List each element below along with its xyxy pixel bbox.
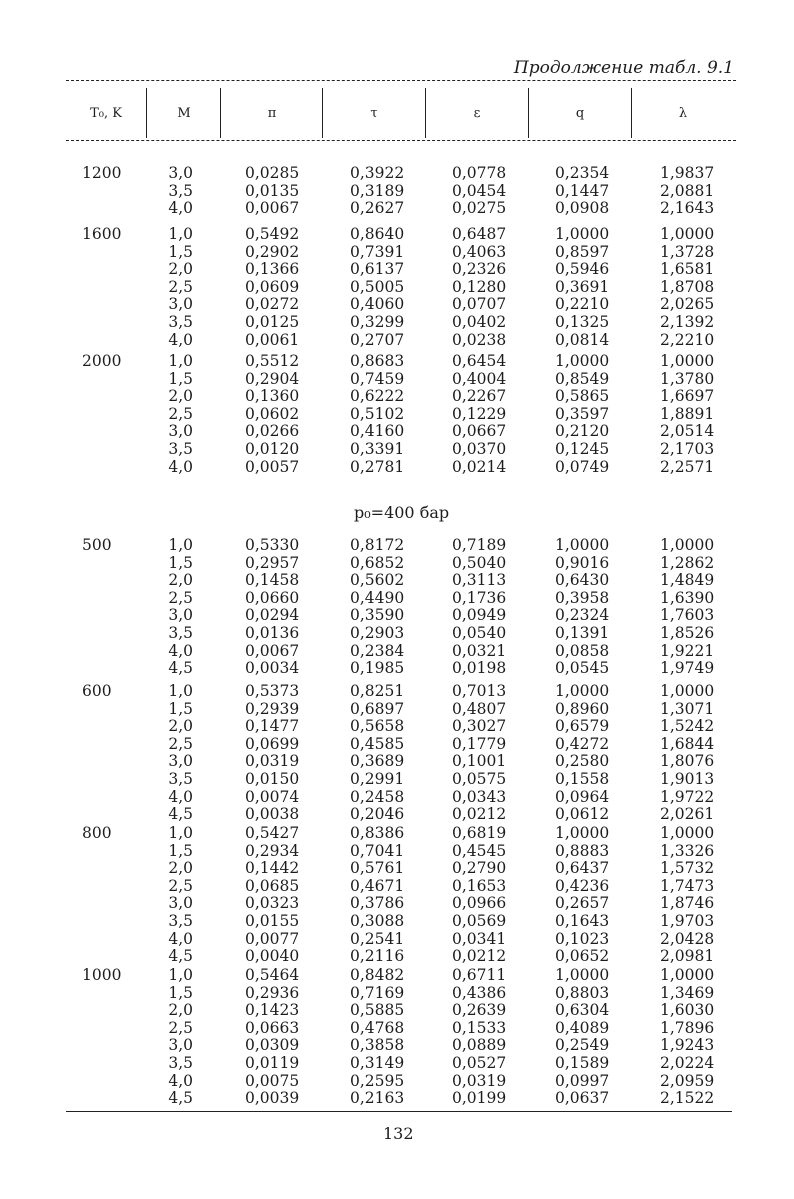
temperature-cell: 2000	[82, 352, 122, 370]
column-lam-cells: 1,0000 1,3469 1,6030 1,7896 1,9243 2,0224 2,0959 2,1522	[660, 966, 715, 1108]
column-M-cells: 1,0 1,5 2,0 2,5 3,0 3,5 4,0 4,5	[168, 536, 193, 678]
column-eps-cells: 0,7189 0,5040 0,3113 0,1736 0,0949 0,0540 0,0321 0,0198	[452, 536, 507, 678]
column-lam-cells: 1,0000 1,3326 1,5732 1,7473 1,8746 1,9703 2,0428 2,0981	[660, 824, 715, 966]
column-eps-cells: 0,6487 0,4063 0,2326 0,1280 0,0707 0,0402 0,0238	[452, 225, 507, 349]
header-q: q	[575, 106, 585, 121]
column-pi-cells: 0,5464 0,2936 0,1423 0,0663 0,0309 0,0119 0,0075 0,0039	[245, 966, 300, 1108]
column-M-cells: 1,0 1,5 2,0 2,5 3,0 3,5 4,0 4,5	[168, 682, 193, 824]
column-q-cells: 1,0000 0,8960 0,6579 0,4272 0,2580 0,1558 0,0964 0,0612	[555, 682, 610, 824]
column-eps-cells: 0,6454 0,4004 0,2267 0,1229 0,0667 0,0370 0,0214	[452, 352, 507, 476]
column-tau-cells: 0,8683 0,7459 0,6222 0,5102 0,4160 0,3391 0,2781	[350, 352, 405, 476]
column-pi-cells: 0,5373 0,2939 0,1477 0,0699 0,0319 0,0150 0,0074 0,0038	[245, 682, 300, 824]
column-eps-cells: 0,7013 0,4807 0,3027 0,1779 0,1001 0,0575 0,0343 0,0212	[452, 682, 507, 824]
header-separator	[322, 88, 323, 138]
column-tau-cells: 0,3922 0,3189 0,2627	[350, 164, 405, 218]
column-pi-cells: 0,5492 0,2902 0,1366 0,0609 0,0272 0,0125 0,0061	[245, 225, 300, 349]
header-eps: ε	[473, 106, 481, 121]
column-eps-cells: 0,6711 0,4386 0,2639 0,1533 0,0889 0,0527 0,0319 0,0199	[452, 966, 507, 1108]
column-lam-cells: 1,0000 1,3071 1,5242 1,6844 1,8076 1,9013 1,9722 2,0261	[660, 682, 715, 824]
column-q-cells: 1,0000 0,8597 0,5946 0,3691 0,2210 0,1325 0,0814	[555, 225, 610, 349]
column-eps-cells: 0,0778 0,0454 0,0275	[452, 164, 507, 218]
header-bottom-rule	[66, 140, 736, 141]
column-M-cells: 3,0 3,5 4,0	[168, 164, 193, 218]
column-pi-cells: 0,0285 0,0135 0,0067	[245, 164, 300, 218]
header-t0: T₀, K	[90, 106, 122, 121]
header-separator	[425, 88, 426, 138]
temperature-cell: 500	[82, 536, 112, 554]
column-pi-cells: 0,5512 0,2904 0,1360 0,0602 0,0266 0,0120 0,0057	[245, 352, 300, 476]
column-M-cells: 1,0 1,5 2,0 2,5 3,0 3,5 4,0	[168, 225, 193, 349]
column-eps-cells: 0,6819 0,4545 0,2790 0,1653 0,0966 0,0569 0,0341 0,0212	[452, 824, 507, 966]
column-pi-cells: 0,5427 0,2934 0,1442 0,0685 0,0323 0,0155 0,0077 0,0040	[245, 824, 300, 966]
header-separator	[146, 88, 147, 138]
column-M-cells: 1,0 1,5 2,0 2,5 3,0 3,5 4,0	[168, 352, 193, 476]
header-tau: τ	[370, 106, 378, 121]
column-lam-cells: 1,0000 1,3728 1,6581 1,8708 2,0265 2,1392 2,2210	[660, 225, 715, 349]
column-tau-cells: 0,8386 0,7041 0,5761 0,4671 0,3786 0,3088 0,2541 0,2116	[350, 824, 405, 966]
column-lam-cells: 1,0000 1,2862 1,4849 1,6390 1,7603 1,8526 1,9221 1,9749	[660, 536, 715, 678]
column-q-cells: 1,0000 0,9016 0,6430 0,3958 0,2324 0,1391 0,0858 0,0545	[555, 536, 610, 678]
column-tau-cells: 0,8640 0,7391 0,6137 0,5005 0,4060 0,3299 0,2707	[350, 225, 405, 349]
pressure-subheading: p₀=400 бар	[354, 503, 450, 522]
header-separator	[631, 88, 632, 138]
column-M-cells: 1,0 1,5 2,0 2,5 3,0 3,5 4,0 4,5	[168, 966, 193, 1108]
header-lambda: λ	[678, 106, 688, 121]
header-separator	[220, 88, 221, 138]
temperature-cell: 600	[82, 682, 112, 700]
temperature-cell: 1000	[82, 966, 122, 984]
column-q-cells: 1,0000 0,8883 0,6437 0,4236 0,2657 0,1643 0,1023 0,0652	[555, 824, 610, 966]
column-q-cells: 1,0000 0,8803 0,6304 0,4089 0,2549 0,1589 0,0997 0,0637	[555, 966, 610, 1108]
temperature-cell: 1600	[82, 225, 122, 243]
header-separator	[528, 88, 529, 138]
column-tau-cells: 0,8482 0,7169 0,5885 0,4768 0,3858 0,3149 0,2595 0,2163	[350, 966, 405, 1108]
column-pi-cells: 0,5330 0,2957 0,1458 0,0660 0,0294 0,0136 0,0067 0,0034	[245, 536, 300, 678]
header-top-rule	[66, 80, 736, 81]
temperature-cell: 800	[82, 824, 112, 842]
column-tau-cells: 0,8172 0,6852 0,5602 0,4490 0,3590 0,2903 0,2384 0,1985	[350, 536, 405, 678]
column-M-cells: 1,0 1,5 2,0 2,5 3,0 3,5 4,0 4,5	[168, 824, 193, 966]
table-caption: Продолжение табл. 9.1	[513, 58, 734, 78]
column-tau-cells: 0,8251 0,6897 0,5658 0,4585 0,3689 0,2991 0,2458 0,2046	[350, 682, 405, 824]
bottom-rule	[66, 1111, 732, 1112]
column-lam-cells: 1,9837 2,0881 2,1643	[660, 164, 715, 218]
column-q-cells: 1,0000 0,8549 0,5865 0,3597 0,2120 0,1245 0,0749	[555, 352, 610, 476]
header-m: M	[177, 106, 191, 121]
header-pi: π	[267, 106, 277, 121]
temperature-cell: 1200	[82, 164, 122, 182]
page-number: 132	[383, 1124, 414, 1143]
column-lam-cells: 1,0000 1,3780 1,6697 1,8891 2,0514 2,1703 2,2571	[660, 352, 715, 476]
column-q-cells: 0,2354 0,1447 0,0908	[555, 164, 610, 218]
